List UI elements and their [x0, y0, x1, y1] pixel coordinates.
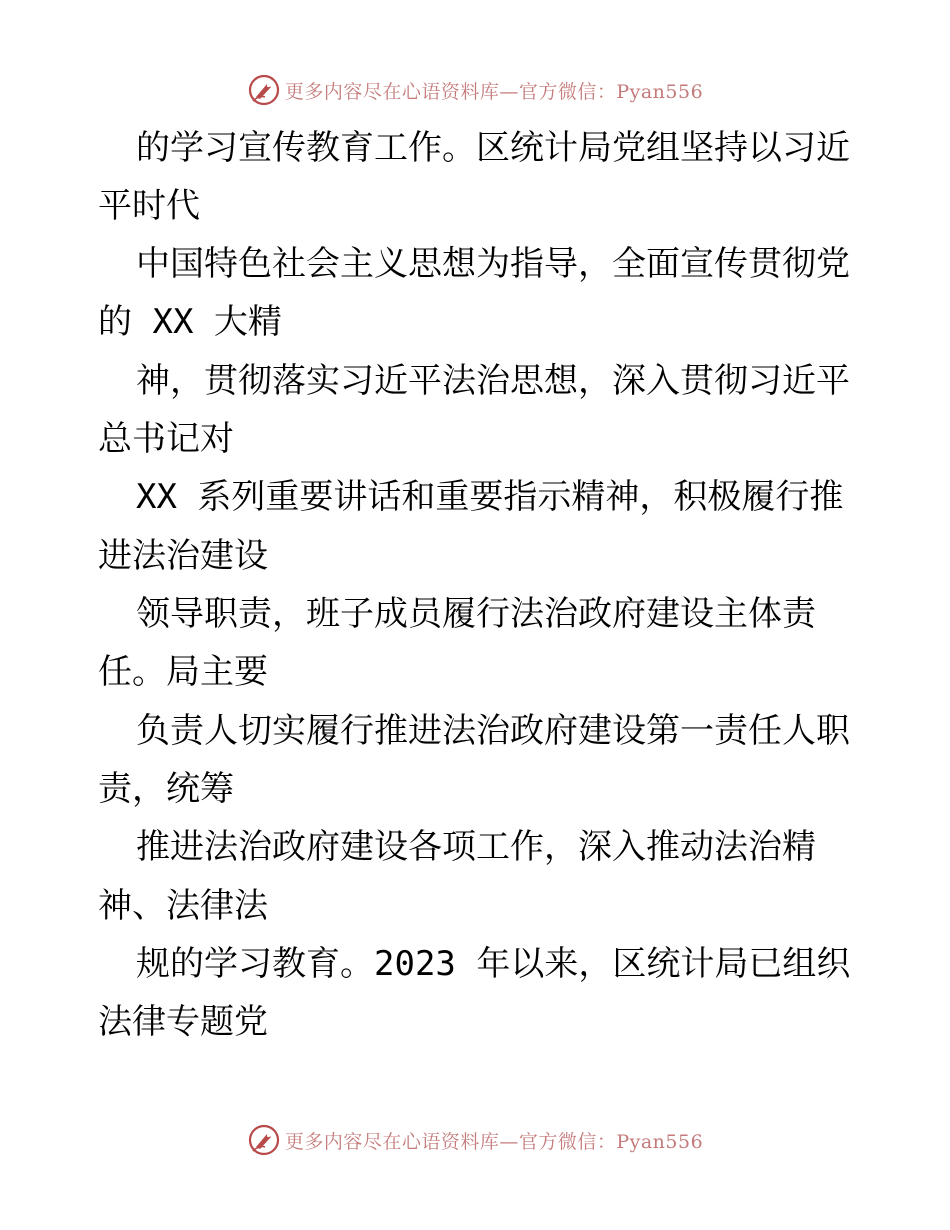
header-banner [0, 72, 950, 108]
pen-nib-logo-icon [247, 1123, 281, 1157]
body-line: 责，统筹 [98, 769, 234, 809]
footer-banner [0, 1122, 950, 1158]
pen-nib-logo-icon [247, 73, 281, 107]
footer-banner-text: 更多内容尽在心语资料库—官方微信：Pyan556 [284, 1130, 704, 1153]
body-line: 总书记对 [98, 419, 234, 459]
body-line: 推进法治政府建设各项工作，深入推动法治精 [136, 827, 816, 867]
body-line: 法律专题党 [98, 1002, 268, 1042]
header-banner-text: 更多内容尽在心语资料库—官方微信：Pyan556 [284, 80, 704, 103]
body-line: 平时代 [98, 186, 200, 226]
body-line: 中国特色社会主义思想为指导，全面宣传贯彻党 [136, 244, 850, 284]
body-line: XX 系列重要讲话和重要指示精神，积极履行推 [136, 477, 844, 517]
body-line: 负责人切实履行推进法治政府建设第一责任人职 [136, 711, 850, 751]
body-line: 进法治建设 [98, 536, 268, 576]
body-line: 神、法律法 [98, 886, 268, 926]
body-line: 神，贯彻落实习近平法治思想，深入贯彻习近平 [136, 361, 850, 401]
body-line: 的学习宣传教育工作。区统计局党组坚持以习近 [136, 128, 850, 168]
body-line: 的 XX 大精 [98, 302, 282, 342]
body-line: 任。局主要 [98, 652, 268, 692]
body-line: 规的学习教育。2023 年以来，区统计局已组织 [136, 944, 851, 984]
body-line: 领导职责，班子成员履行法治政府建设主体责 [136, 594, 816, 634]
